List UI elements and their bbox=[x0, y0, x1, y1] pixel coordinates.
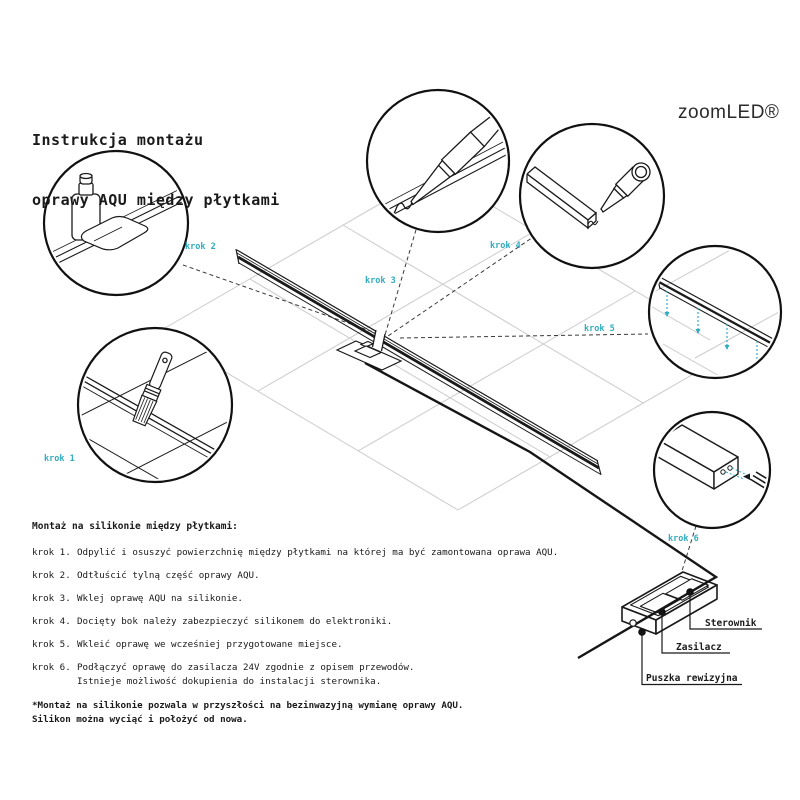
led-profile-bar bbox=[236, 249, 601, 475]
detail-circle-step3 bbox=[367, 90, 509, 232]
step-number: krok 2. bbox=[32, 570, 71, 581]
instructions-block bbox=[32, 521, 632, 726]
step-number: krok 6. bbox=[32, 662, 71, 673]
step-text: Wkleić oprawę we wcześniej przygotowane miejsce. bbox=[77, 639, 343, 650]
krok-6-label: krok 6 bbox=[668, 534, 699, 544]
step-number: krok 3. bbox=[32, 593, 71, 604]
instruction-step-5 bbox=[32, 639, 632, 650]
instruction-step-6 bbox=[32, 662, 632, 687]
krok-1-label: krok 1 bbox=[44, 454, 75, 464]
detail-circle-step4 bbox=[520, 124, 664, 268]
step-text: Docięty bok należy zabezpieczyć silikonem do elektroniki. bbox=[77, 616, 393, 627]
page-title bbox=[32, 90, 280, 250]
title-line-1: Instrukcja montażu bbox=[32, 131, 204, 149]
step-text: Odtłuścić tylną część oprawy AQU. bbox=[77, 570, 260, 581]
step-text: Odpylić i osuszyć powierzchnię między płytkami na której ma być zamontowana oprawa AQU. bbox=[77, 547, 559, 558]
krok-2-label: krok 2 bbox=[185, 242, 216, 252]
krok-5-label: krok 5 bbox=[584, 324, 615, 334]
step-text-line-1: Podłączyć oprawę do zasilacza 24V zgodnie z opisem przewodów. bbox=[77, 662, 415, 673]
brand-logo: zoomLED® bbox=[678, 102, 780, 123]
detail-circle-step1 bbox=[73, 328, 250, 482]
title-line-2: oprawy AQU między płytkami bbox=[32, 191, 280, 209]
detail-circle-step5 bbox=[640, 236, 790, 385]
instruction-step-1 bbox=[32, 547, 632, 558]
footnote bbox=[32, 699, 632, 726]
sterownik-label: Sterownik bbox=[705, 618, 757, 629]
step-text-line-2: Istnieje możliwość dokupienia do instalacji sterownika. bbox=[77, 676, 382, 687]
step-number: krok 4. bbox=[32, 616, 71, 627]
detail-circle-step6 bbox=[645, 412, 774, 528]
leader-step5 bbox=[400, 334, 648, 338]
krok-3-label: krok 3 bbox=[365, 276, 396, 286]
step-text bbox=[77, 662, 632, 687]
puszka-label: Puszka rewizyjna bbox=[646, 673, 738, 684]
supply-wire bbox=[645, 438, 658, 448]
instruction-step-2 bbox=[32, 570, 632, 581]
instruction-step-3 bbox=[32, 593, 632, 604]
instruction-step-4 bbox=[32, 616, 632, 627]
step-number: krok 1. bbox=[32, 547, 71, 558]
footnote-line-1: *Montaż na silikonie pozwala w przyszłości na bezinwazyjną wymianę oprawy AQU. bbox=[32, 700, 464, 711]
instructions-heading: Montaż na silikonie między płytkami: bbox=[32, 521, 238, 532]
zasilacz-label: Zasilacz bbox=[676, 642, 722, 653]
krok-4-label: krok 4 bbox=[490, 241, 521, 251]
step-number: krok 5. bbox=[32, 639, 71, 650]
step-text: Wklej oprawę AQU na silikonie. bbox=[77, 593, 243, 604]
footnote-line-2: Silikon można wyciąć i położyć od nowa. bbox=[32, 713, 248, 725]
